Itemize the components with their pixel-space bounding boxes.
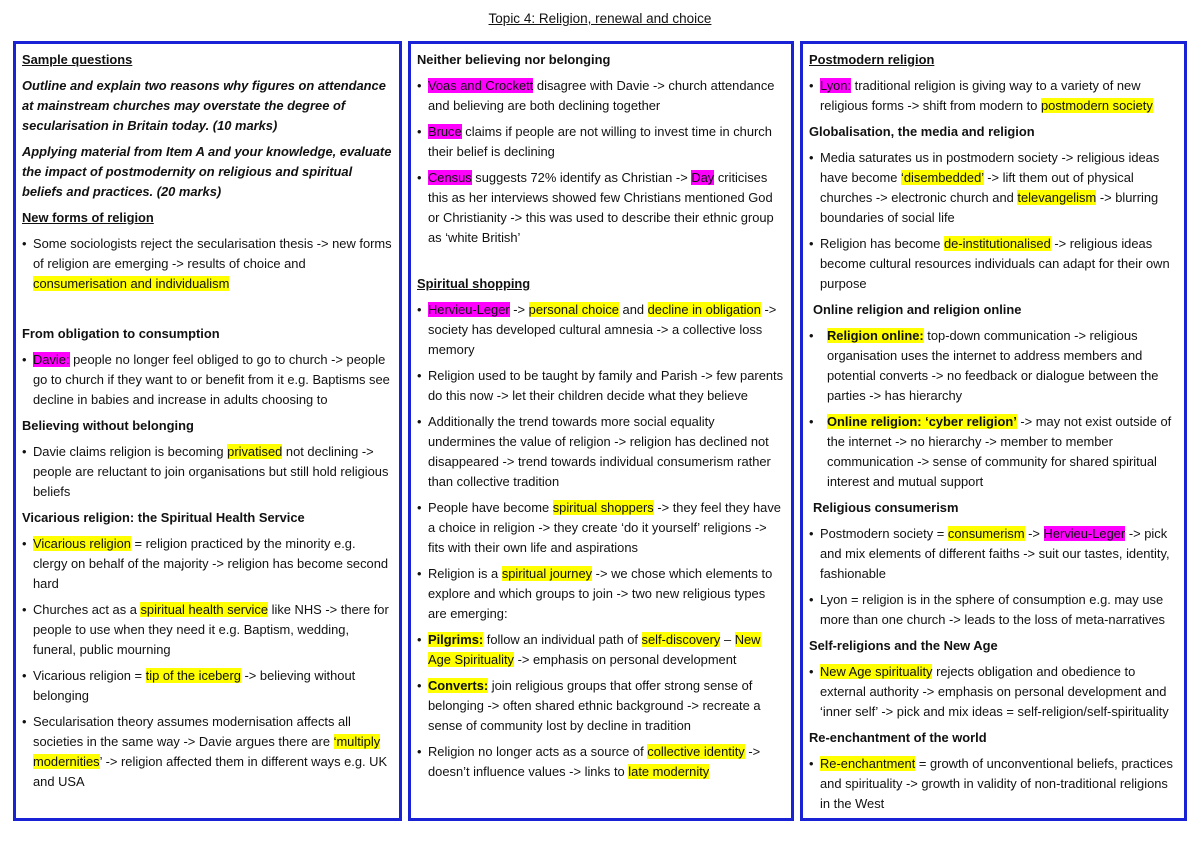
highlight: spiritual shoppers [552, 500, 654, 515]
highlight: Converts: [428, 678, 489, 693]
text: -> they feel they have a choice in religion -> they create ‘do it yourself’ religions -> fits with their own life and aspirations [428, 500, 781, 555]
bullet-religion-online [809, 326, 1178, 406]
text: criticises this as her interviews showed few Christians mentioned God or Christianity -> this was used to describe their ethnic group as ‘white British’ [428, 170, 774, 245]
highlight: late modernity [628, 764, 710, 779]
bullet-converts [417, 676, 785, 736]
highlight: spiritual journey [501, 566, 593, 581]
highlight: Religion online: [827, 328, 924, 343]
bullet-census [417, 168, 785, 248]
text: -> may not exist outside of the internet -> no hierarchy -> member to member communication -> sense of community for shared spiritual interest and mutual support [827, 414, 1172, 489]
sample-question-1: Outline and explain two reasons why figures on attendance at mainstream churches may overstate the degree of secularisation in Britain today. (10 marks) [22, 78, 386, 133]
bullet-modernities [22, 712, 393, 792]
highlight: Voas and Crockett [428, 78, 534, 93]
bullet-lyon-consumption: • Lyon = religion is in the sphere of consumption e.g. may use more than one church -> leads to the loss of meta-narratives [809, 590, 1178, 630]
text: Religion no longer acts as a source of [428, 744, 648, 759]
postmodern-heading: Postmodern religion [809, 52, 935, 67]
text: -> religious ideas become cultural resources individuals can adapt for their own purpose [820, 236, 1170, 291]
globalisation-heading: Globalisation, the media and religion [809, 124, 1035, 139]
new-forms-heading: New forms of religion [22, 210, 154, 225]
text: Religion has become [820, 236, 944, 251]
highlight: consumerisation and individualism [33, 276, 230, 291]
bullet-spiritual-shoppers [417, 498, 785, 558]
text: Some sociologists reject the secularisation thesis -> new forms of religion are emerging -> results of choice and [33, 236, 392, 271]
highlight: collective identity [647, 744, 745, 759]
sample-question-2: Applying material from Item A and your knowledge, evaluate the impact of postmodernity on religious and spiritual beliefs and practices. (20 marks) [22, 144, 392, 199]
text: and [618, 302, 648, 317]
bullet-privatised [22, 442, 393, 502]
highlight: Lyon: [820, 78, 852, 93]
obligation-heading: From obligation to consumption [22, 326, 220, 341]
highlight: Day [691, 170, 715, 185]
text: -> blurring boundaries of social life [820, 190, 1159, 225]
text: -> we chose which elements to explore and which groups to join -> two new religious types are emerging: [428, 566, 773, 621]
highlight: Census [428, 170, 472, 185]
bullet-online-religion [809, 412, 1178, 492]
text: claims if people are not willing to invest time in church their belief is declining [428, 124, 772, 159]
text: People have become [428, 500, 553, 515]
highlight: Davie: [33, 352, 70, 367]
highlight: spiritual health service [140, 602, 269, 617]
text: -> society has developed cultural amnesia -> a collective loss memory [428, 302, 777, 357]
bullet-social-equality: • Additionally the trend towards more social equality undermines the value of religion -> religion has declined not disappeared -> trend towards individual consumerism rather than collective tradition [417, 412, 785, 492]
bullet-consumerism [809, 524, 1178, 584]
bullet-family-parish: • Religion used to be taught by family and Parish -> few parents do this now -> let their children decide what they believe [417, 366, 785, 406]
text: suggests 72% identify as Christian -> [471, 170, 692, 185]
highlight: self-discovery [641, 632, 721, 647]
sample-questions-heading: Sample questions [22, 52, 133, 67]
highlight: New Age spirituality [820, 664, 933, 679]
column-left [13, 41, 402, 821]
highlight: tip of the iceberg [145, 668, 241, 683]
text: -> lift them out of physical churches -> electronic church and [820, 170, 1134, 205]
highlight: Hervieu-Leger [1043, 526, 1126, 541]
text: rejects obligation and obedience to external authority -> emphasis on personal development and ‘inner self’ -> pick and mix ideas = self-religion/self-spirituality [820, 664, 1169, 719]
text: -> [509, 302, 529, 317]
highlight: Vicarious religion [33, 536, 131, 551]
highlight: privatised [227, 444, 283, 459]
bullet-collective-identity [417, 742, 785, 782]
spiritual-shopping-heading: Spiritual shopping [417, 276, 531, 291]
text: people no longer feel obliged to go to church -> people go to church if they want to or benefit from it e.g. Baptisms see decline in babies and increase in adults choosing to [33, 352, 390, 407]
highlight: Re-enchantment [820, 756, 916, 771]
text: join religious groups that offer strong sense of belonging -> often shared ethnic background -> recreate a sense of community lost by decline in tradition [428, 678, 761, 733]
highlight: Hervieu-Leger [428, 302, 510, 317]
highlight: de-institutionalised [943, 236, 1051, 251]
column-middle [408, 41, 794, 821]
bullet-voas-crockett [417, 76, 785, 116]
bullet-new-age [809, 662, 1178, 722]
highlight: personal choice [528, 302, 619, 317]
highlight: ‘disembedded’ [900, 170, 984, 185]
bwb-heading: Believing without belonging [22, 418, 194, 433]
highlight: televangelism [1017, 190, 1097, 205]
consumerism-heading: Religious consumerism [813, 500, 959, 515]
column-right [800, 41, 1187, 821]
highlight: consumerism [947, 526, 1025, 541]
highlight: ‘multiply modernities [33, 734, 381, 769]
text: -> believing without belonging [33, 668, 356, 703]
bullet-iceberg [22, 666, 393, 706]
text: Postmodern society = [820, 526, 948, 541]
text: = growth of unconventional beliefs, practices and spirituality -> growth in validity of non-traditional religions in the West [820, 756, 1173, 811]
text: like NHS -> there for people to use when they need it e.g. Baptism, wedding, funeral, public mourning [33, 602, 389, 657]
text: Vicarious religion = [33, 668, 146, 683]
bullet-bruce [417, 122, 785, 162]
highlight: postmodern society [1041, 98, 1153, 113]
vicarious-heading: Vicarious religion: the Spiritual Health Service [22, 510, 305, 525]
self-religions-heading: Self-religions and the New Age [809, 638, 998, 653]
page-title: Topic 4: Religion, renewal and choice [488, 11, 712, 26]
text: not declining -> people are reluctant to join organisations but still hold religious beliefs [33, 444, 389, 499]
text: Media saturates us in postmodern society -> religious ideas have become [820, 150, 1160, 185]
re-enchantment-heading: Re-enchantment of the world [809, 730, 987, 745]
highlight: Online religion: ‘cyber religion’ [827, 414, 1017, 429]
bullet-davie-obligation [22, 350, 393, 410]
text: top-down communication -> religious organisation uses the internet to address members and potential converts -> no feedback or dialogue between the parties -> has hierarchy [827, 328, 1159, 403]
bullet-lyon [809, 76, 1178, 116]
bullet-spiritual-journey [417, 564, 785, 624]
bullet-health-service [22, 600, 393, 660]
bullet-disembedded [809, 148, 1178, 228]
bullet-vicarious [22, 534, 393, 594]
highlight: decline in obligation [647, 302, 761, 317]
text: traditional religion is giving way to a variety of new religious forms -> shift from modern to [820, 78, 1141, 113]
text: Davie claims religion is becoming [33, 444, 228, 459]
text: Religion is a [428, 566, 502, 581]
text: Secularisation theory assumes modernisation affects all societies in the same way -> Davie argues there are [33, 714, 351, 749]
online-heading: Online religion and religion online [813, 302, 1022, 317]
text: -> pick and mix elements of different faiths -> suit our tastes, identity, fashionable [820, 526, 1170, 581]
bullet-pilgrims [417, 630, 785, 670]
bullet-hervieu-leger [417, 300, 785, 360]
bullet-de-institutionalised [809, 234, 1178, 294]
highlight: Bruce [428, 124, 462, 139]
text: Churches act as a [33, 602, 141, 617]
text: -> emphasis on personal development [513, 652, 737, 667]
text: follow an individual path of [483, 632, 642, 647]
text: = religion practiced by the minority e.g. clergy on behalf of the majority -> religion has become second hard [33, 536, 389, 591]
neither-heading: Neither believing nor belonging [417, 52, 611, 67]
bullet-new-forms [22, 234, 393, 294]
highlight: Pilgrims: [428, 632, 484, 647]
text: – [720, 632, 735, 647]
text: -> doesn’t influence values -> links to [428, 744, 761, 779]
text: -> [1024, 526, 1044, 541]
text: ’ -> religion affected them in different ways e.g. UK and USA [33, 754, 388, 789]
bullet-re-enchantment [809, 754, 1178, 814]
text: disagree with Davie -> church attendance and believing are both declining together [428, 78, 775, 113]
highlight: New Age Spirituality [428, 632, 761, 667]
